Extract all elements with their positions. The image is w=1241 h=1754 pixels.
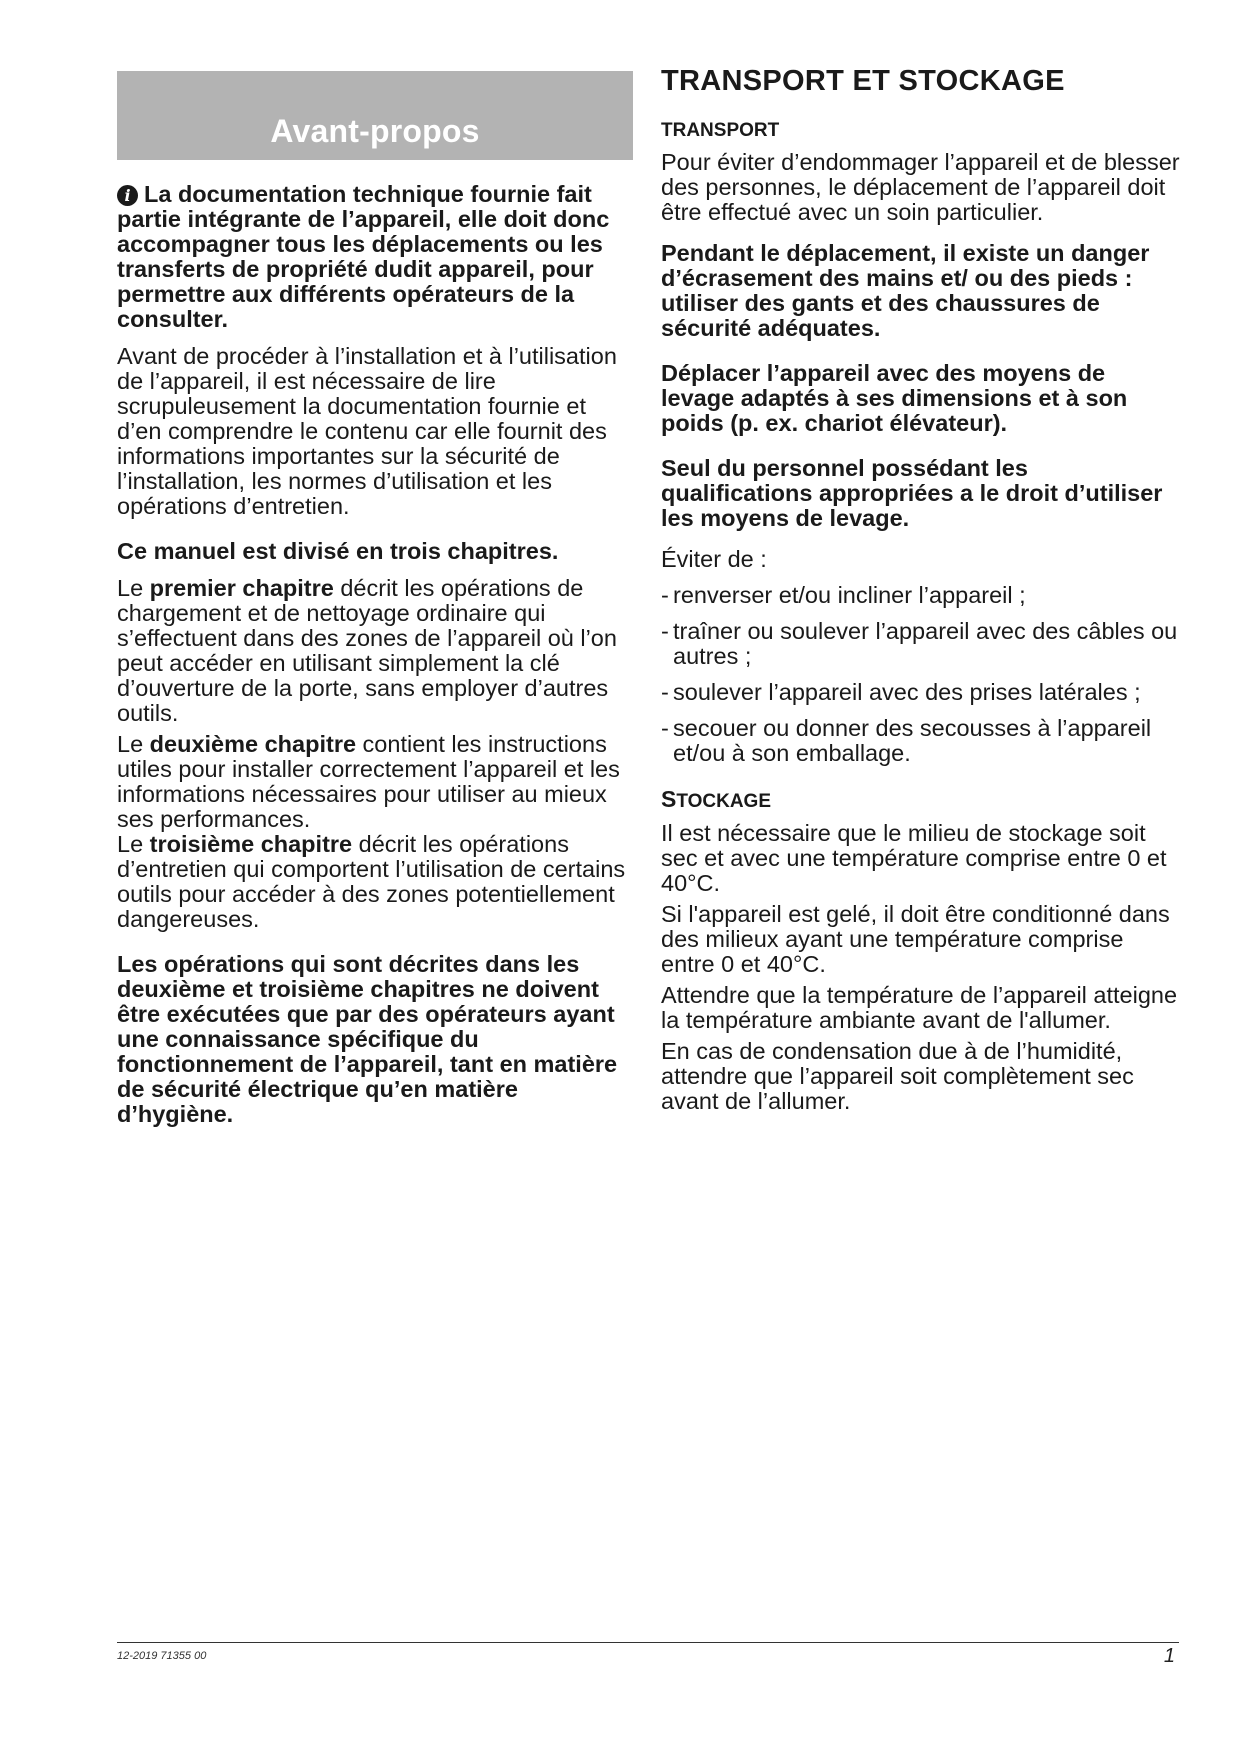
chapter-two-label: deuxième chapitre — [149, 731, 357, 757]
list-item — [661, 583, 1181, 608]
storage-heading-initial: S — [661, 786, 677, 812]
chapter-three-paragraph — [117, 832, 633, 932]
storage-paragraph-1: Il est nécessaire que le milieu de stockage soit sec et avec une température comprise entre 0 et 40°C. — [661, 820, 1167, 896]
list-item-text: traîner ou soulever l’appareil avec des câbles ou autres ; — [673, 618, 1178, 669]
list-item — [661, 680, 1181, 705]
bullet-dash: - — [661, 715, 669, 741]
list-item — [661, 619, 1181, 669]
lifting-means-warning: Déplacer l’appareil avec des moyens de levage adaptés à ses dimensions et à son poids (p. ex. chariot élévateur). — [661, 360, 1128, 436]
page-title: TRANSPORT ET STOCKAGE — [661, 65, 1065, 97]
section-banner — [117, 71, 633, 160]
chapter-one-label: premier chapitre — [149, 575, 334, 601]
storage-heading-rest: TOCKAGE — [676, 791, 772, 812]
list-item-text: secouer ou donner des secousses à l’appareil et/ou à son emballage. — [673, 715, 1152, 766]
section-banner-title: Avant-propos — [270, 113, 480, 149]
chapter-three-pre: Le — [117, 831, 150, 857]
list-item-text: soulever l’appareil avec des prises latérales ; — [673, 679, 1141, 705]
transport-heading: TRANSPORT — [661, 120, 780, 141]
storage-heading — [661, 788, 1181, 813]
transport-paragraph: Pour éviter d’endommager l’appareil et de blesser des personnes, le déplacement de l’appareil doit être effectué avec un soin particulier. — [661, 149, 1180, 225]
crush-danger-warning: Pendant le déplacement, il existe un danger d’écrasement des mains et/ ou des pieds : utiliser des gants et des chaussures de sécurité adéquates. — [661, 240, 1150, 341]
bullet-dash: - — [661, 679, 669, 705]
storage-paragraph-2: Si l'appareil est gelé, il doit être conditionné dans des milieux ayant une température comprise entre 0 et 40°C. — [661, 901, 1170, 977]
installation-paragraph: Avant de procéder à l’installation et à l’utilisation de l’appareil, il est nécessaire de lire scrupuleusement la documentation fournie et d’en comprendre le contenu car elle fournit des informations importantes sur la sécurité de l’installation, les normes d’utilisation et les opérations d’entretien. — [117, 343, 617, 519]
chapter-one-pre: Le — [117, 575, 150, 601]
chapter-three-label: troisième chapitre — [149, 831, 353, 857]
document-code: 12-2019 71355 00 — [117, 1650, 207, 1662]
bullet-dash: - — [661, 618, 669, 644]
intro-paragraph — [117, 182, 633, 332]
list-item-text: renverser et/ou incliner l’appareil ; — [673, 582, 1026, 608]
page-number: 1 — [1163, 1645, 1175, 1667]
footer-divider — [117, 1642, 1179, 1643]
chapter-one-paragraph — [117, 576, 633, 726]
chapter-two-text: contient les instructions utiles pour installer correctement l’appareil et les informations nécessaires pour utiliser au mieux ses performances. — [117, 731, 620, 832]
storage-paragraph-3: Attendre que la température de l’appareil atteigne la température ambiante avant de l'allumer. — [661, 982, 1178, 1033]
qualified-personnel-warning: Seul du personnel possédant les qualifications appropriées a le droit d’utiliser les moyens de levage. — [661, 455, 1163, 531]
chapter-one-text: décrit les opérations de chargement et de nettoyage ordinaire qui s’effectuent dans des zones de l’appareil où l’on peut accéder en utilisant simplement la clé d’ouverture de la porte, sans employer d’autres outils. — [117, 575, 617, 726]
operator-warning: Les opérations qui sont décrites dans les deuxième et troisième chapitres ne doivent être exécutées que par des opérateurs ayant une connaissance spécifique du fonctionnement de l’appareil, tant en matière de sécurité électrique qu’en matière d’hygiène. — [117, 951, 618, 1127]
right-column — [661, 64, 1181, 1114]
chapter-three-text: décrit les opérations d’entretien qui comportent l’utilisation de certains outils pour accéder à des zones potentiellement dangereuses. — [117, 831, 626, 932]
bullet-dash: - — [661, 582, 669, 608]
chapter-two-paragraph — [117, 732, 633, 832]
chapters-heading: Ce manuel est divisé en trois chapitres. — [117, 538, 559, 564]
avoid-intro: Éviter de : — [661, 546, 767, 572]
info-icon: i — [117, 185, 138, 206]
intro-text: La documentation technique fournie fait partie intégrante de l’appareil, elle doit donc accompagner tous les déplacements ou les transferts de propriété dudit appareil, pour permettre aux différents opérateurs de la consulter. — [117, 181, 610, 332]
list-item — [661, 716, 1181, 766]
left-column — [117, 71, 633, 1127]
storage-paragraph-4: En cas de condensation due à de l’humidité, attendre que l’appareil soit complètement sec avant de l’allumer. — [661, 1038, 1134, 1114]
chapter-two-pre: Le — [117, 731, 150, 757]
